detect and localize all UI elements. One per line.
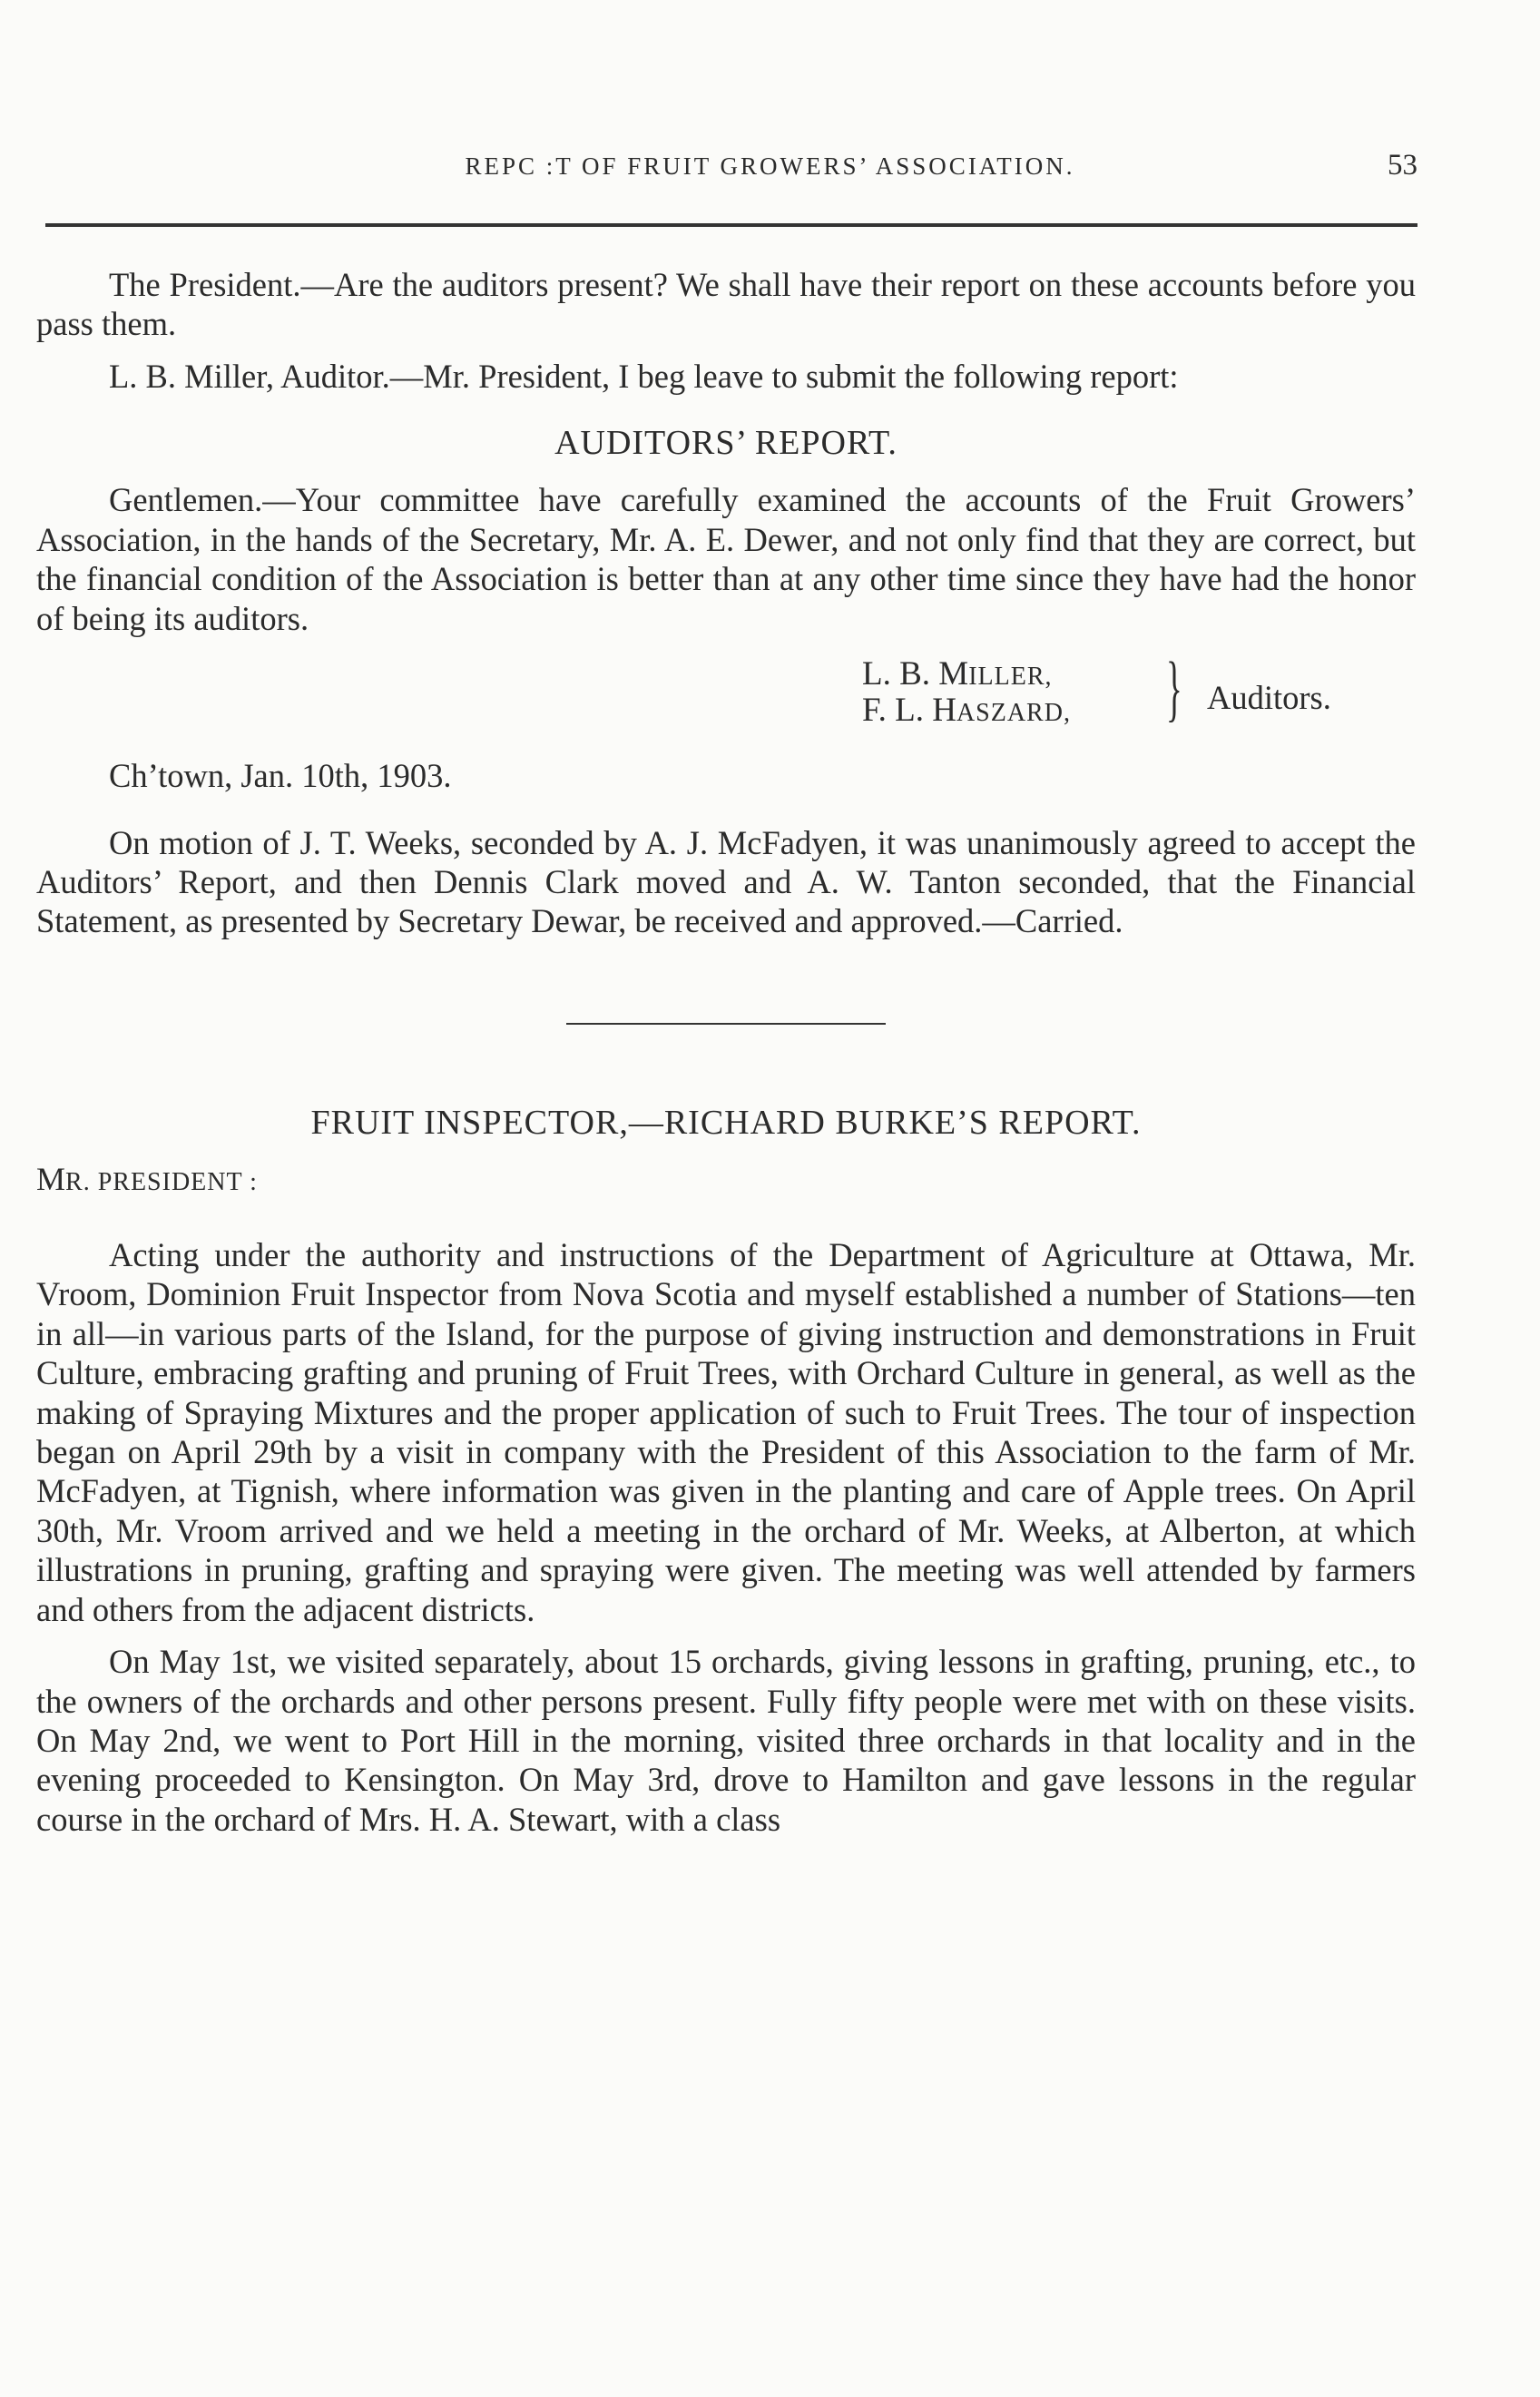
auditor-signatures xyxy=(36,646,1416,756)
heading-auditors-report: AUDITORS’ REPORT. xyxy=(554,424,898,463)
paragraph-auditor-submit: L. B. Miller, Auditor.—Mr. President, I beg leave to submit the following report: xyxy=(109,357,1179,395)
running-head xyxy=(0,149,1540,189)
paragraph-may-visits: On May 1st, we visited separately, about 15 orchards, giving lessons in grafting, pruning, etc., to the owners of the orchards and other persons present. Fully fifty people were met with on these visits. On May 2nd, we went to Port Hill in the morning, visited three orchards in that locality and in the evening proceeded to Kensington. On May 3rd, drove to Hamilton and gave lessons in the regular course in the orchard of Mrs. H. A. Stewart, with a class xyxy=(36,1643,1416,1838)
heading-fruit-inspector-report: FRUIT INSPECTOR,—RICHARD BURKE’S REPORT. xyxy=(310,1103,1142,1142)
signature-miller: L. B. MILLER, xyxy=(862,655,1053,693)
paragraph-inspection-tour: Acting under the authority and instructions of the Department of Agriculture at Ottawa, Mr. Vroom, Dominion Fruit Inspector from Nova Scotia and myself established a number of Stations—ten in all—in various parts of the Island, for the purpose of giving instruction and demonstrations in Fruit Culture, embracing grafting and pruning of Fruit Trees, with Orchard Culture in general, as well as the making of Spraying Mixtures and the proper application of such to Fruit Trees. The tour of inspection began on April 29th by a visit in company with the President of this Association to the farm of Mr. McFadyen, at Tignish, where information was given in the planting and care of Apple trees. On April 30th, Mr. Vroom arrived and we held a meeting in the orchard of Mr. Weeks, at Alberton, at which illustrations in pruning, grafting and spraying were given. The meeting was well attended by farmers and others from the adjacent districts. xyxy=(36,1235,1416,1628)
signature-role: Auditors. xyxy=(1207,679,1331,717)
paragraph-auditors-report: Gentlemen.—Your committee have carefully examined the accounts of the Fruit Growers’ Association, in the hands of the Secretary, Mr. A. E. Dewer, and not only find that they are correct, but the financial condition of the Association is better than at any other time since they have had the honor of being its auditors. xyxy=(36,481,1416,637)
running-head-title: REPC :T OF FRUIT GROWERS’ ASSOCIATION. xyxy=(465,152,1075,180)
report-date: Ch’town, Jan. 10th, 1903. xyxy=(109,757,452,795)
signature-haszard: F. L. HASZARD, xyxy=(862,692,1071,730)
page-body xyxy=(36,265,1416,1852)
brace-glyph: } xyxy=(1166,646,1182,730)
paragraph-motion: On motion of J. T. Weeks, seconded by A. J. McFadyen, it was unanimously agreed to accept the Auditors’ Report, and then Dennis Clark moved and A. W. Tanton seconded, that the Financial Statement, as presented by Secretary Dewar, be received and approved.—Carried. xyxy=(36,823,1416,940)
paragraph-president-question: The President.—Are the auditors present? We shall have their report on these accounts before you pass them. xyxy=(36,266,1416,343)
signature-names xyxy=(862,656,1071,729)
page-number: 53 xyxy=(1388,149,1417,182)
salutation: MR. PRESIDENT : xyxy=(36,1161,258,1198)
section-divider xyxy=(566,1023,886,1025)
header-rule xyxy=(45,223,1417,227)
